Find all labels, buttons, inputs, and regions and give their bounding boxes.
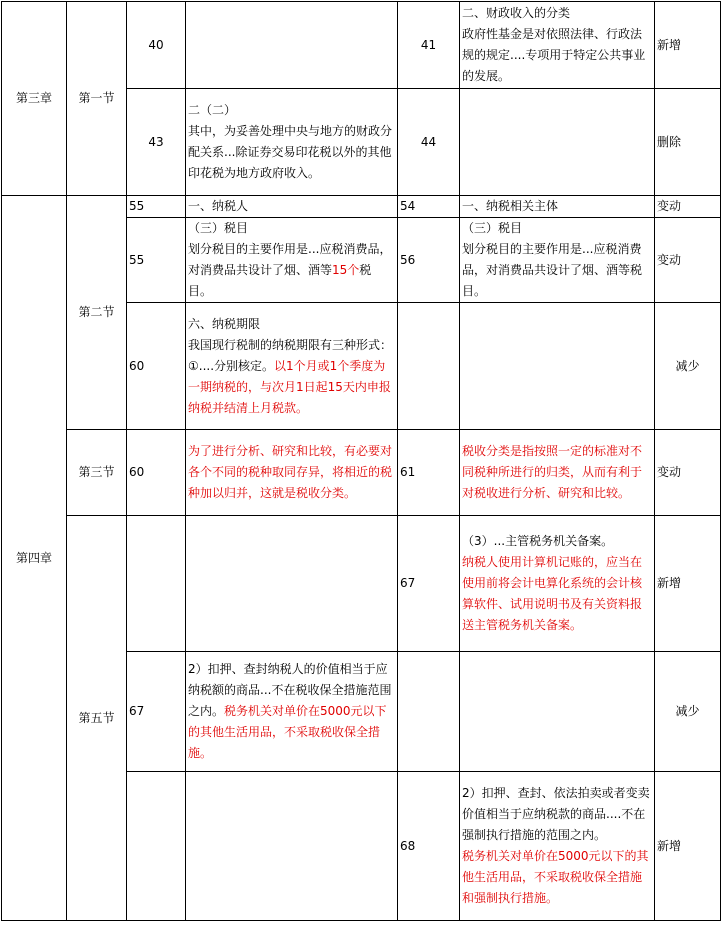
new-page-cell: 41 — [398, 2, 460, 89]
change-type-cell: 删除 — [655, 89, 721, 196]
old-content-cell — [186, 772, 398, 921]
change-type-cell: 变动 — [655, 196, 721, 218]
new-content-cell — [460, 516, 655, 652]
new-content-cell — [460, 772, 655, 921]
old-content-cell — [186, 89, 398, 196]
old-page-cell: 40 — [127, 2, 186, 89]
section-cell: 第一节 — [67, 2, 127, 196]
new-content-cell — [460, 2, 655, 89]
content-line: 划分税目的主要作用是...应税消费品，对消费品共设计了烟、酒等税目。 — [462, 242, 643, 298]
change-type-cell: 变动 — [655, 430, 721, 516]
new-page-cell — [398, 303, 460, 430]
old-content-cell — [186, 2, 398, 89]
chapter-cell: 第四章 — [2, 196, 67, 921]
content-line: （三）税目 — [188, 221, 249, 235]
content-line: 我国现行税制的纳税期限有三种形式：①....分别核定。以1个月或1个季度为一期纳税的，与次月1日起15天内申报纳税并结清上月税款。 — [188, 337, 393, 415]
old-page-cell: 55 — [127, 196, 186, 218]
change-type-cell: 变动 — [655, 218, 721, 303]
old-page-cell: 67 — [127, 652, 186, 772]
new-page-cell: 54 — [398, 196, 460, 218]
old-content-cell — [186, 516, 398, 652]
old-page-cell: 43 — [127, 89, 186, 196]
new-page-cell — [398, 652, 460, 772]
content-line: 2）扣押、查封纳税人的价值相当于应纳税额的商品...不在税收保全措施范围之内。税务机关对单价在5000元以下的其他生活用品，不采取税收保全措施。 — [188, 662, 392, 760]
content-line: 税务机关对单价在5000元以下的其他生活用品，不采取税收保全措施和强制执行措施。 — [462, 849, 649, 905]
content-line: 2）扣押、查封、依法拍卖或者变卖价值相当于应纳税款的商品....不在强制执行措施的范围之内。 — [462, 786, 650, 842]
old-content-cell — [186, 218, 398, 303]
section-cell: 第三节 — [67, 430, 127, 516]
content-line: 其中，为妥善处理中央与地方的财政分配关系...除证券交易印花税以外的其他印花税为地方政府收入。 — [188, 124, 393, 180]
new-page-cell: 61 — [398, 430, 460, 516]
new-content-cell: 一、纳税相关主体 — [460, 196, 655, 218]
old-page-cell: 60 — [127, 430, 186, 516]
new-page-cell: 68 — [398, 772, 460, 921]
change-type-cell: 新增 — [655, 772, 721, 921]
old-page-cell: 55 — [127, 218, 186, 303]
chapter-cell: 第三章 — [2, 2, 67, 196]
new-content-cell — [460, 303, 655, 430]
change-type-cell: 新增 — [655, 2, 721, 89]
old-content-cell: 一、纳税人 — [186, 196, 398, 218]
content-line: 六、纳税期限 — [188, 316, 261, 331]
table-row — [2, 430, 721, 516]
old-page-cell — [127, 516, 186, 652]
new-content-cell — [460, 89, 655, 196]
old-page-cell: 60 — [127, 303, 186, 430]
content-line: 政府性基金是对依照法律、行政法规的规定....专项用于特定公共事业的发展。 — [462, 27, 646, 83]
new-page-cell: 56 — [398, 218, 460, 303]
content-line: 二（二） — [188, 103, 237, 117]
new-page-cell: 44 — [398, 89, 460, 196]
old-content-cell — [186, 303, 398, 430]
new-content-cell — [460, 652, 655, 772]
new-content-cell — [460, 218, 655, 303]
table-row — [2, 516, 721, 652]
old-content-cell: 为了进行分析、研究和比较，有必要对各个不同的税种取同存异，将相近的税种加以归并，这就是税收分类。 — [186, 430, 398, 516]
content-line: （三）税目 — [462, 221, 523, 235]
content-line: 划分税目的主要作用是...应税消费品，对消费品共设计了烟、酒等15个税目。 — [188, 242, 392, 298]
old-page-cell — [127, 772, 186, 921]
change-type-cell: 减少 — [655, 303, 721, 430]
change-type-cell: 新增 — [655, 516, 721, 652]
content-line: （3）...主管税务机关备案。 — [462, 534, 614, 548]
content-line: 纳税人使用计算机记账的，应当在使用前将会计电算化系统的会计核算软件、试用说明书及有关资料报送主管税务机关备案。 — [462, 555, 643, 632]
old-content-cell — [186, 652, 398, 772]
change-type-cell: 减少 — [655, 652, 721, 772]
content-line: 二、财政收入的分类 — [462, 6, 571, 20]
table-row — [2, 196, 721, 218]
new-page-cell: 67 — [398, 516, 460, 652]
table-row — [2, 2, 721, 89]
section-cell: 第二节 — [67, 196, 127, 430]
new-content-cell: 税收分类是指按照一定的标准对不同税种所进行的归类，从而有利于对税收进行分析、研究和比较。 — [460, 430, 655, 516]
section-cell: 第五节 — [67, 516, 127, 921]
revision-table — [1, 1, 721, 921]
